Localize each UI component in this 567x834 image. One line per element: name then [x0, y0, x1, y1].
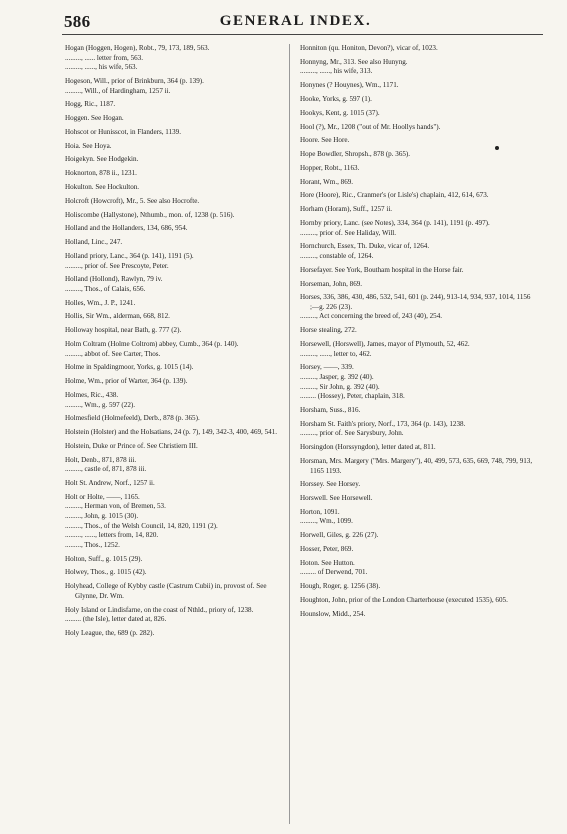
index-entry: Hope Bowdler, Shropsh., 878 (p. 365).	[300, 150, 411, 159]
index-entry: Hogg, Ric., 1187.	[65, 100, 116, 109]
index-entry: Holt St. Andrew, Norf., 1257 ii.	[65, 479, 155, 488]
index-entry: ........., ...... letter from, 563.	[65, 53, 144, 62]
index-entry: Holy Island or Lindisfarne, on the coast of Nthld., priory of, 1238.	[65, 605, 254, 614]
index-entry: Hough, Roger, g. 1256 (38).	[300, 582, 381, 591]
index-entry: Hornby priory, Lanc. (see Notes), 334, 364 (p. 141), 1191 (p. 497).	[300, 218, 490, 227]
index-entry: Horswell. See Horsewell.	[300, 494, 373, 503]
index-entry: ......... (Hossey), Peter, chaplain, 318.	[300, 392, 405, 401]
index-entry: Hopper, Robt., 1163.	[300, 163, 360, 172]
index-entry: Horham (Horam), Suff., 1257 ii.	[300, 205, 393, 214]
index-entry: Hoore. See Hore.	[300, 136, 350, 145]
index-entry: Holmesfield (Holmefeeld), Derb., 878 (p. 365).	[65, 414, 200, 423]
index-entry: ......... (the Isle), letter dated at, 826.	[65, 615, 167, 624]
index-entry: ........., Thos., of the Welsh Council, 14, 820, 1191 (2).	[65, 521, 218, 530]
index-entry: Horant, Wm., 869.	[300, 177, 354, 186]
index-entry: Horsham, Suss., 816.	[300, 405, 361, 414]
index-entry: Hoggen. See Hogan.	[65, 114, 124, 123]
index-entry: ........., ......, letters from, 14, 820.	[65, 531, 159, 540]
index-entry: Hornchurch, Essex, Th. Duke, vicar of, 1264.	[300, 242, 430, 251]
index-entry: Honniton (qu. Honiton, Devon?), vicar of, 1023.	[300, 44, 438, 52]
index-entry: ........., castle of, 871, 878 iii.	[65, 465, 147, 474]
index-entry: Holiscombe (Hallystone), Nthumb., mon. of, 1238 (p. 516).	[65, 210, 235, 219]
index-entry: Holt, Denb., 871, 878 iii.	[65, 455, 137, 464]
index-entry: Holles, Wm., J. P., 1241.	[65, 298, 136, 307]
index-entry: Hoton. See Hutton.	[300, 558, 355, 567]
index-entry: Horses, 336, 386, 430, 486, 532, 541, 601 (p. 244), 913-14, 934, 937, 1014, 1156 ;—g. 226 (23).	[300, 293, 531, 311]
index-entry: Horse stealing, 272.	[300, 326, 357, 335]
index-entry: Hoia. See Hoya.	[65, 141, 112, 150]
index-entry: Horsman, Mrs. Margery ("Mrs. Margery"), 40, 499, 573, 635, 669, 748, 799, 913, 1165 1193.	[300, 456, 533, 475]
index-entry: ........., Wm., 1099.	[300, 517, 353, 526]
left-column	[65, 44, 278, 639]
index-entry: ........., Act concerning the breed of, 243 (40), 254.	[300, 312, 443, 321]
index-entry: Hool (?), Mr., 1208 ("out of Mr. Hoollys hands").	[300, 122, 441, 131]
index-entry: Holstein, Duke or Prince of. See Christiern III.	[65, 441, 198, 450]
index-entry: Holloway hospital, near Bath, g. 777 (2).	[65, 326, 182, 335]
index-entry: ........., prior of. See Haliday, Will.	[300, 228, 397, 237]
index-entry: Horsefayer. See York, Boutham hospital in the Horse fair.	[300, 265, 464, 274]
page-title: GENERAL INDEX.	[219, 13, 372, 29]
index-entry: Holstein (Holster) and the Holsatians, 24 (p. 7), 149, 342-3, 400, 469, 541.	[65, 428, 277, 437]
index-entry: Holton, Suff., g. 1015 (29).	[65, 554, 143, 563]
index-entry: Honnyng, Mr., 313. See also Hunyng.	[300, 57, 408, 66]
header-rule	[62, 34, 543, 35]
index-entry: Holwey, Thos., g. 1015 (42).	[65, 568, 147, 577]
index-entry: ........., Jasper, g. 392 (40).	[300, 373, 374, 381]
index-entry: Holy League, the, 689 (p. 282).	[65, 628, 155, 637]
index-entry: Horseman, John, 869.	[300, 279, 363, 288]
index-entry: Holland, Linc., 247.	[65, 238, 123, 247]
index-entry: Hokulton. See Hockulton.	[65, 183, 140, 192]
index-entry: Hogeson, Will., prior of Brinkburn, 364 (p. 139).	[65, 76, 204, 85]
index-entry: ......... of Derwend, 701.	[300, 568, 368, 577]
index-entry: Hogan (Hoggen, Hogen), Robt., 79, 173, 189, 563.	[65, 44, 210, 52]
index-entry: Holland and the Hollanders, 134, 686, 954.	[65, 224, 188, 233]
column-divider	[289, 44, 290, 824]
index-entry: Horsingdon (Horssyngdon), letter dated at, 811.	[300, 443, 436, 452]
index-entry: ........., ......, letter to, 462.	[300, 349, 372, 358]
page-number: 586	[64, 12, 91, 31]
index-entry: ........., Sir John, g. 392 (40).	[300, 382, 380, 391]
index-entry: ........., John, g. 1015 (30).	[65, 512, 139, 521]
index-entry: ........., prior of. See Sarysbury, John.	[300, 429, 404, 438]
index-entry: Hosser, Peter, 869.	[300, 545, 354, 553]
index-entry: Horsham St. Faith's priory, Norf., 173, 364 (p. 143), 1238.	[300, 419, 466, 428]
index-entry: Horton, 1091.	[300, 507, 340, 516]
index-entry: Horsewell, (Horswell), James, mayor of Plymouth, 52, 462.	[300, 340, 470, 349]
right-column	[300, 44, 534, 619]
index-entry: Horsey, ——, 339.	[300, 363, 354, 372]
index-entry: Holm Coltram (Holme Coltrom) abbey, Cumb., 364 (p. 140).	[65, 340, 239, 349]
index-entry: Hohscot or Hunisscot, in Flanders, 1139.	[65, 127, 181, 136]
index-entry: ........., Wm., g. 597 (22).	[65, 400, 136, 409]
index-entry: Horwell, Giles, g. 226 (27).	[300, 531, 379, 540]
index-entry: Hore (Hoore), Ric., Cranmer's (or Lisle's) chaplain, 412, 614, 673.	[300, 191, 489, 200]
index-entry: Holland priory, Lanc., 364 (p. 141), 1191 (5).	[65, 251, 194, 260]
index-entry: Holyhead, College of Kybby castle (Castrum Cubii) in, provost of. See Glynne, Dr. Wm.	[65, 582, 267, 600]
index-entry: Holme, Wm., prior of Warter, 364 (p. 139).	[65, 377, 188, 386]
index-entry: Holt or Holte, ——, 1165.	[65, 492, 140, 501]
index-entry: Hoknorton, 878 ii., 1231.	[65, 169, 137, 178]
index-entry: ........., Will., of Hardingham, 1257 ii.	[65, 86, 171, 95]
index-entry: ........., constable of, 1264.	[300, 251, 374, 260]
index-entry: ........., Herman von, of Bremen, 53.	[65, 502, 166, 511]
index-entry: Hounslow, Midd., 254.	[300, 609, 366, 618]
index-entry: Honynes (? Houynes), Wm., 1171.	[300, 81, 399, 90]
index-entry: Holmes, Ric., 438.	[65, 390, 119, 399]
index-entry: Holcroft (Howcroft), Mr., 5. See also Hocrofte.	[65, 196, 200, 205]
index-entry: Horssey. See Horsey.	[300, 480, 361, 489]
index-entry: Hollis, Sir Wm., alderman, 668, 812.	[65, 312, 170, 321]
index-entry: Hooke, Yorks, g. 597 (1).	[300, 94, 372, 103]
index-entry: ........., ......, his wife, 563.	[65, 63, 138, 72]
index-entry: ........., Thos., of Calais, 656.	[65, 284, 146, 293]
index-entry: Hookys, Kent, g. 1015 (37).	[300, 108, 380, 117]
index-entry: ........., Thos., 1252.	[65, 540, 120, 549]
index-entry: Houghton, John, prior of the London Charterhouse (executed 1535), 605.	[300, 595, 508, 604]
index-entry: ........., ......, his wife, 313.	[300, 67, 373, 76]
index-entry: Holme in Spaldingmoor, Yorks, g. 1015 (14).	[65, 363, 194, 372]
index-entry: ........., prior of. See Prescoyte, Peter.	[65, 261, 169, 270]
index-entry: Holland (Hollond), Rawlyn, 79 iv.	[65, 275, 163, 284]
index-entry: Hoigekyn. See Hodgekin.	[65, 155, 139, 164]
index-entry: ........., abbot of. See Carter, Thos.	[65, 349, 161, 358]
